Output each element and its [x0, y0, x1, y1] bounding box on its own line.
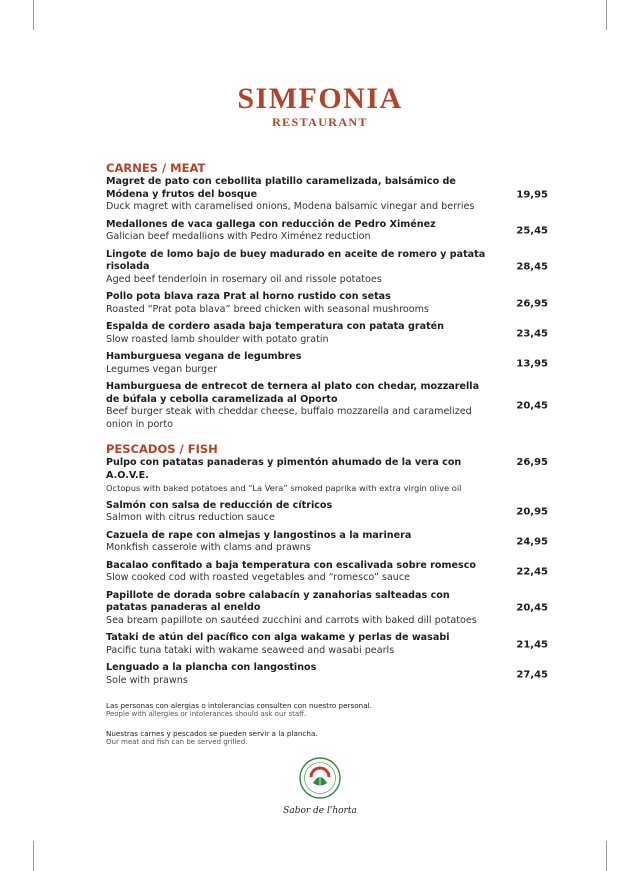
dish-name: Hamburguesa vegana de legumbres: [106, 351, 302, 362]
dish-translation: Octopus with baked potatoes and “La Vera” smoked paprika with extra virgin olive oil: [106, 483, 462, 493]
menu-item: [106, 351, 548, 376]
dish-name: Lenguado a la plancha con langostinos: [106, 662, 317, 673]
dish-translation: Slow cooked cod with roasted vegetables and “romesco” sauce: [106, 572, 411, 583]
dish-name: Papillote de dorada sobre calabacín y zanahorias salteadas con patatas panaderas al eneldo: [106, 589, 450, 613]
menu-item: [106, 381, 548, 431]
dish-name: Pollo pota blava raza Prat al horno rustido con setas: [106, 291, 391, 302]
dish-price: 25,45: [516, 225, 548, 237]
note-text-en: Our meat and fish can be served grilled.: [106, 738, 248, 746]
dish-translation: Legumes vegan burger: [106, 363, 218, 375]
dish-translation: Sole with prawns: [106, 674, 188, 686]
dish-price: 20,45: [516, 400, 548, 412]
dish-price: 22,45: [516, 566, 548, 578]
section-title-fish: PESCADOS / FISH: [106, 442, 218, 456]
signature: Sabor de l'horta: [283, 806, 357, 816]
note-text-es: Nuestras carnes y pescados se pueden servir a la plancha.: [106, 729, 318, 738]
dish-name: Lingote de lomo bajo de buey madurado en aceite de romero y patata risolada: [106, 248, 486, 272]
restaurant-subtitle: RESTAURANT: [272, 115, 368, 129]
menu-item: [106, 321, 548, 346]
dish-price: 20,95: [516, 506, 548, 518]
dish-translation: Aged beef tenderloin in rosemary oil and rissole potatoes: [106, 273, 382, 285]
dish-translation: Pacific tuna tataki with wakame seaweed and wasabi pearls: [106, 644, 395, 656]
menu-item: [106, 560, 548, 585]
dish-price: 21,45: [516, 639, 548, 650]
dish-price: 28,45: [516, 261, 548, 273]
allergy-note: [106, 701, 526, 719]
dish-translation: Monkfish casserole with clams and prawns: [106, 542, 311, 553]
menu-notes: [106, 701, 526, 757]
menu-item: [106, 500, 548, 525]
dish-price: 26,95: [516, 457, 548, 468]
dish-translation: Beef burger steak with cheddar cheese, buffalo mozzarella and caramelized onion in porto: [106, 406, 472, 430]
menu-item: [106, 176, 548, 214]
dish-price: 24,95: [516, 536, 548, 548]
dish-name: Medallones de vaca gallega con reducción de Pedro Ximénez: [106, 218, 436, 230]
dish-name: Bacalao confitado a baja temperatura con escalivada sobre romesco: [106, 559, 476, 571]
menu-item: [106, 291, 548, 316]
dish-translation: Roasted “Prat pota blava” breed chicken with seasonal mushrooms: [106, 303, 429, 315]
dish-translation: Salmon with citrus reduction sauce: [106, 512, 275, 523]
crop-mark-top-right: [606, 0, 607, 30]
grill-note: [106, 729, 526, 747]
dish-price: 19,95: [516, 189, 548, 201]
dish-translation: Galician beef medallions with Pedro Ximénez reduction: [106, 231, 371, 242]
menu-item: [106, 219, 548, 244]
crop-mark-bottom-right: [606, 841, 607, 871]
restaurant-header: [0, 84, 640, 130]
dish-name: Salmón con salsa de reducción de cítricos: [106, 499, 333, 511]
menu-item: [106, 530, 548, 555]
menu-item: [106, 662, 548, 687]
dish-name: Tataki de atún del pacífico con alga wakame y perlas de wasabi: [106, 632, 450, 643]
note-text-es: Las personas con alergias o intolerancias consulten con nuestro personal.: [106, 701, 372, 710]
crop-mark-top-left: [33, 0, 34, 30]
dish-price: 23,45: [516, 328, 548, 339]
crop-mark-bottom-left: [33, 841, 34, 871]
restaurant-name: SIMFONIA: [237, 82, 403, 115]
menu-item: [106, 249, 548, 287]
dish-name: Pulpo con patatas panaderas y pimentón ahumado de la vera con A.O.V.E.: [106, 457, 462, 481]
producto-fresco-seal-icon: [299, 757, 341, 799]
dish-price: 13,95: [516, 358, 548, 369]
dish-name: Magret de pato con cebollita platillo caramelizada, balsámico de Módena y frutos del bosque: [106, 176, 456, 200]
section-title-meat: CARNES / MEAT: [106, 161, 206, 175]
section-fish: [106, 443, 548, 687]
menu: [106, 162, 548, 699]
dish-name: Espalda de cordero asada baja temperatura con patata gratén: [106, 321, 444, 332]
dish-name: Cazuela de rape con almejas y langostinos a la marinera: [106, 529, 412, 541]
section-meat: [106, 162, 548, 431]
dish-price: 26,95: [516, 298, 548, 309]
dish-translation: Duck magret with caramelised onions, Modena balsamic vinegar and berries: [106, 201, 475, 212]
note-text-en: People with allergies or intolerances should ask our staff.: [106, 710, 307, 718]
dish-translation: Sea bream papillote on sautéed zucchini and carrots with baked dill potatoes: [106, 614, 477, 626]
dish-price: 20,45: [516, 602, 548, 614]
dish-translation: Slow roasted lamb shoulder with potato gratin: [106, 333, 329, 345]
menu-item: [106, 590, 548, 628]
menu-item: [106, 457, 548, 495]
menu-item: [106, 632, 548, 657]
dish-name: Hamburguesa de entrecot de ternera al plato con chedar, mozzarella de búfala y cebolla caramelizada al Oporto: [106, 381, 480, 405]
dish-price: 27,45: [516, 669, 548, 680]
